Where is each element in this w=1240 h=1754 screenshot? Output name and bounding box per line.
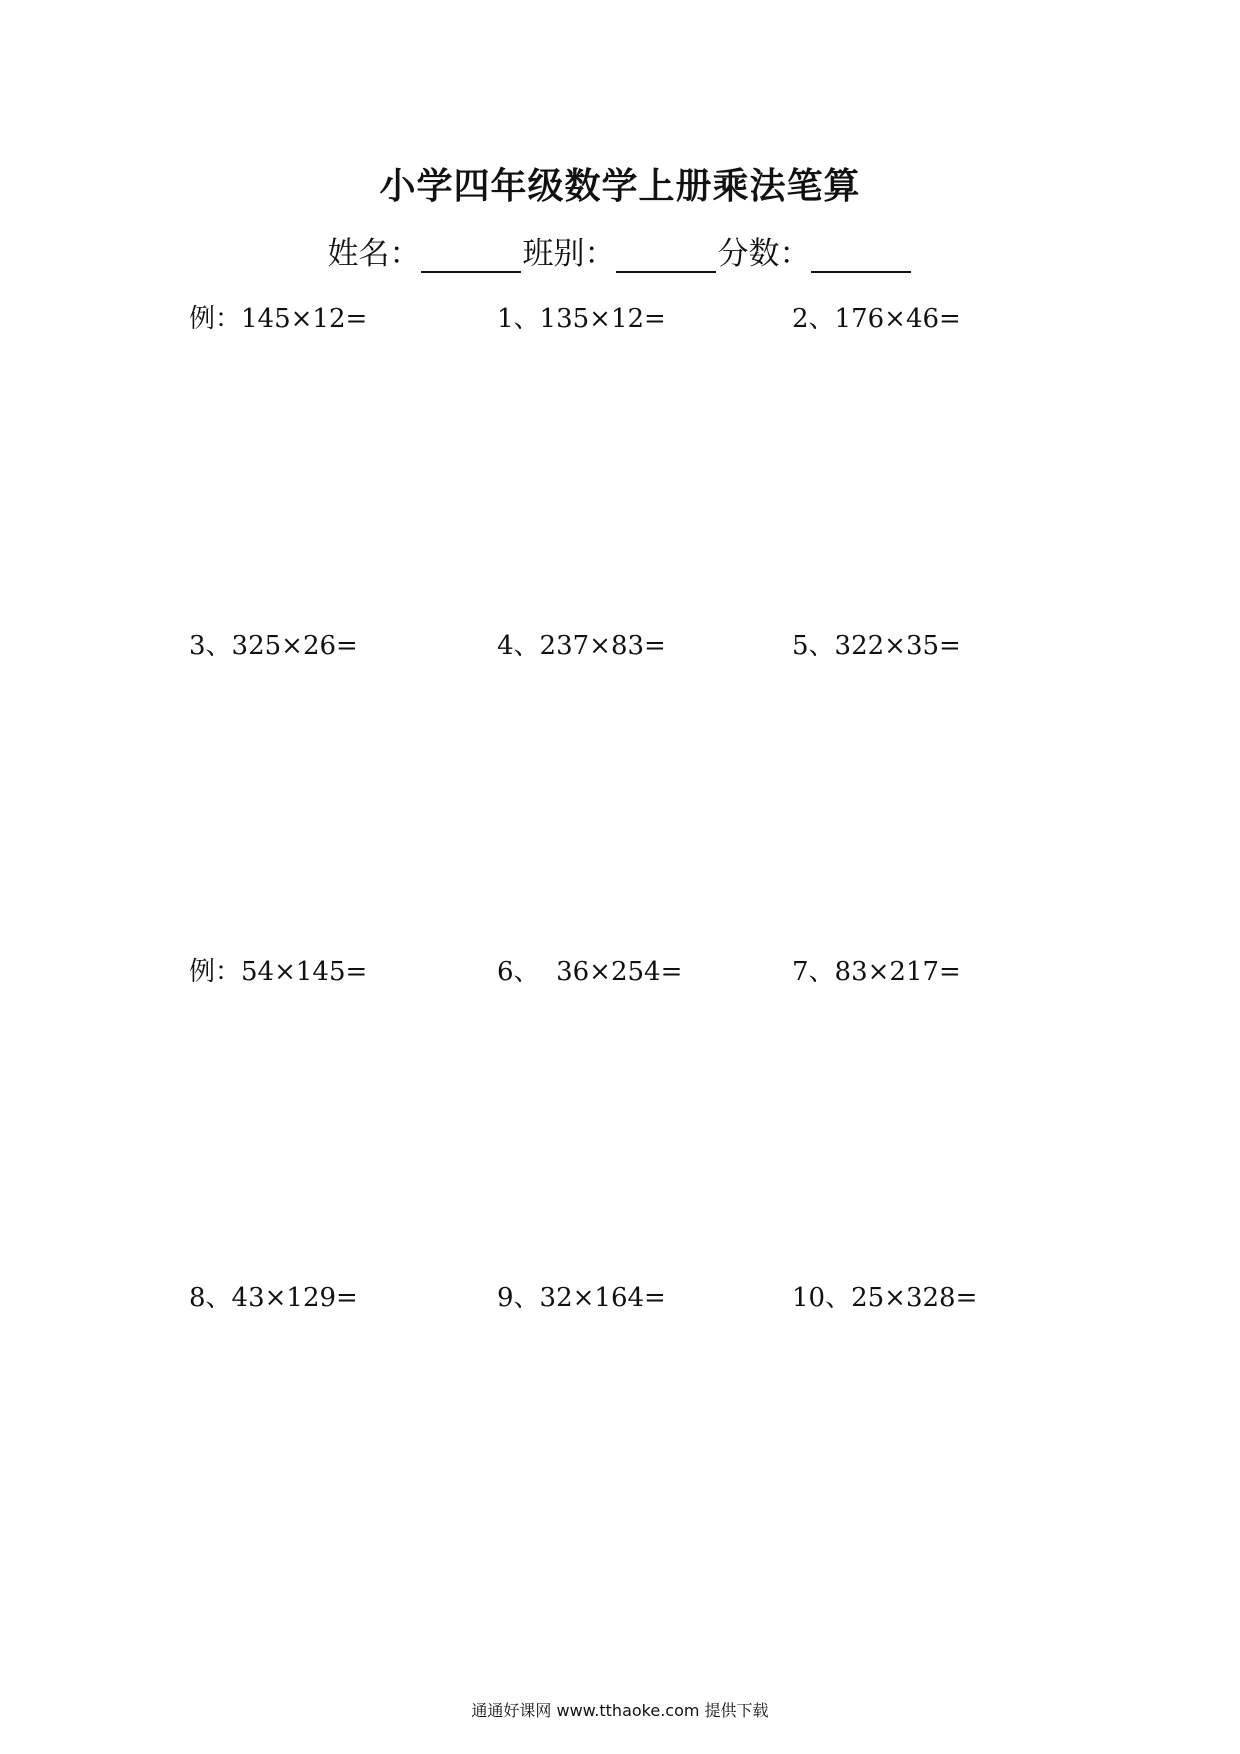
problem-5: 5、322×35= xyxy=(792,631,961,661)
name-label: 姓名： xyxy=(327,236,421,272)
student-info-row xyxy=(0,228,1240,273)
footer-source: 通通好课网 www.tthaoke.com 提供下载 xyxy=(471,1701,769,1720)
name-blank xyxy=(421,235,521,273)
problem-4: 4、237×83= xyxy=(497,631,666,661)
problem-3: 3、325×26= xyxy=(189,631,358,661)
score-field xyxy=(718,228,913,273)
name-field xyxy=(328,228,523,273)
problem-10: 10、25×328= xyxy=(792,1283,978,1313)
class-blank xyxy=(616,235,716,273)
problem-1: 1、135×12= xyxy=(497,304,666,334)
class-field xyxy=(523,228,718,273)
problem-example-1: 例：145×12= xyxy=(189,304,368,334)
page-title: 小学四年级数学上册乘法笔算 xyxy=(379,166,861,207)
problem-7: 7、83×217= xyxy=(792,957,961,987)
problem-example-2: 例：54×145= xyxy=(189,957,368,987)
score-label: 分数： xyxy=(717,236,811,272)
problem-9: 9、32×164= xyxy=(497,1283,666,1313)
problem-6: 6、 36×254= xyxy=(497,957,683,987)
problem-8: 8、43×129= xyxy=(189,1283,358,1313)
class-label: 班别： xyxy=(522,236,616,272)
problem-2: 2、176×46= xyxy=(792,304,961,334)
score-blank xyxy=(811,235,911,273)
